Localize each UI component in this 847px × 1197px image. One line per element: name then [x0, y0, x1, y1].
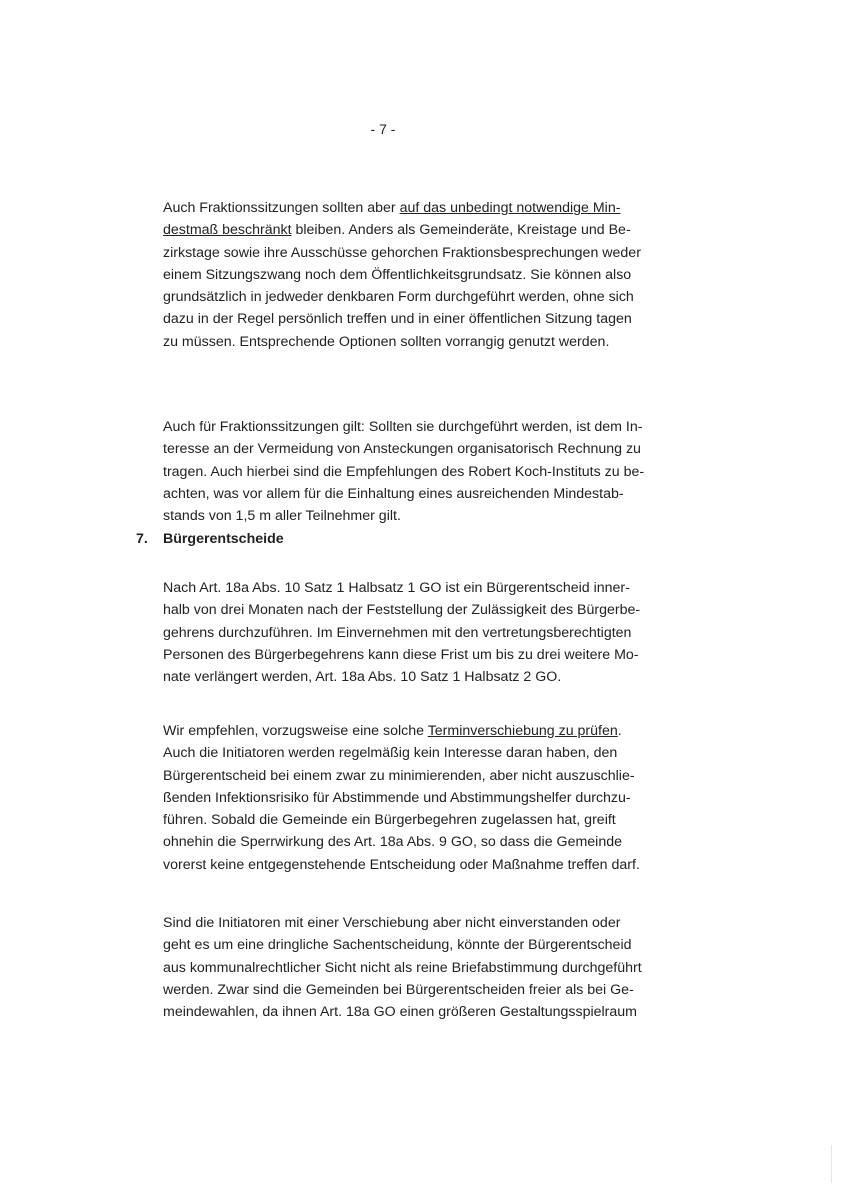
- text-run: nate verlängert werden, Art. 18a Abs. 10 Satz 1 Halbsatz 2 GO.: [163, 669, 562, 686]
- text-line: [163, 831, 643, 853]
- text-line: [163, 286, 643, 308]
- text-line: [163, 979, 643, 1001]
- text-run: Sind die Initiatoren mit einer Verschiebung aber nicht einverstanden oder: [163, 915, 621, 931]
- paragraph-buergerentscheid-frist: [163, 577, 643, 688]
- text-run: achten, was vor allem für die Einhaltung eines ausreichenden Mindestab-: [163, 485, 624, 502]
- paragraph-fraktionssitzungen-2: [163, 416, 643, 527]
- text-run: Bürgerentscheid bei einem zwar zu minimierenden, aber nicht auszuschlie-: [163, 767, 635, 784]
- text-run: Wir empfehlen, vorzugsweise eine solche: [163, 723, 428, 739]
- paragraph-briefabstimmung: [163, 912, 643, 1023]
- page-number: - 7 -: [370, 121, 396, 137]
- text-line: [163, 912, 643, 934]
- text-line: [163, 666, 643, 688]
- text-run: werden. Zwar sind die Gemeinden bei Bürgerentscheiden freier als bei Ge-: [163, 981, 634, 998]
- text-line: [163, 331, 643, 353]
- text-run: Nach Art. 18a Abs. 10 Satz 1 Halbsatz 1 GO ist ein Bürgerentscheid inner-: [163, 580, 630, 596]
- text-run: Auch Fraktionssitzungen sollten aber: [163, 200, 400, 216]
- text-run: halb von drei Monaten nach der Feststellung der Zulässigkeit des Bürgerbe-: [163, 602, 641, 619]
- text-line: [163, 622, 643, 644]
- text-line: [163, 957, 643, 979]
- text-line: [163, 854, 643, 876]
- text-run: Personen des Bürgerbegehrens kann diese Frist um bis zu drei weitere Mo-: [163, 646, 639, 663]
- text-line: [163, 742, 643, 764]
- text-run: stands von 1,5 m aller Teilnehmer gilt.: [163, 508, 401, 525]
- paragraph-terminverschiebung: [163, 720, 643, 876]
- text-line: [163, 577, 643, 599]
- text-run: dazu in der Regel persönlich treffen und in einer öffentlichen Sitzung tagen: [163, 311, 632, 328]
- text-line: [163, 416, 643, 438]
- section-heading: [136, 531, 284, 547]
- text-line: [163, 197, 643, 219]
- text-line: [163, 308, 643, 330]
- text-run: geht es um eine dringliche Sachentscheidung, könnte der Bürgerentscheid: [163, 937, 632, 954]
- text-run: zu müssen. Entsprechende Optionen sollten vorrangig genutzt werden.: [163, 333, 610, 350]
- text-run: ßenden Infektionsrisiko für Abstimmende und Abstimmungshelfer durchzu-: [163, 789, 631, 806]
- text-line: [163, 809, 643, 831]
- text-run: ohnehin die Sperrwirkung des Art. 18a Abs. 9 GO, so dass die Gemeinde: [163, 834, 622, 851]
- section-title: Bürgerentscheide: [163, 531, 284, 547]
- text-run: tragen. Auch hierbei sind die Empfehlungen des Robert Koch-Instituts zu be-: [163, 463, 645, 480]
- underlined-emphasis: Terminverschiebung zu prüfen: [427, 723, 618, 739]
- underlined-emphasis: auf das unbedingt notwendige Min-: [399, 200, 621, 216]
- text-run: vorerst keine entgegenstehende Entscheidung oder Maßnahme treffen darf.: [163, 856, 640, 873]
- text-run: grundsätzlich in jedweder denkbaren Form durchgeführt werden, ohne sich: [163, 289, 634, 306]
- text-line: [163, 787, 643, 809]
- text-run: meindewahlen, da ihnen Art. 18a GO einen größeren Gestaltungsspielraum: [163, 1004, 637, 1021]
- text-run: gehrens durchzuführen. Im Einvernehmen mit den vertretungsberechtigten: [163, 624, 632, 641]
- text-line: [163, 483, 643, 505]
- text-line: [163, 438, 643, 460]
- text-line: [163, 461, 643, 483]
- text-run: teresse an der Vermeidung von Ansteckungen organisatorisch Rechnung zu: [163, 441, 641, 458]
- text-run: bleiben. Anders als Gemeinderäte, Kreistage und Be-: [291, 222, 631, 239]
- text-run: Auch die Initiatoren werden regelmäßig kein Interesse daran haben, den: [163, 745, 618, 762]
- text-line: [163, 1001, 643, 1023]
- underlined-emphasis: destmaß beschränkt: [163, 222, 292, 239]
- text-run: führen. Sobald die Gemeinde ein Bürgerbegehren zugelassen hat, greift: [163, 812, 616, 829]
- text-run: aus kommunalrechtlicher Sicht nicht als reine Briefabstimmung durchgeführt: [163, 959, 642, 976]
- text-line: [163, 242, 643, 264]
- text-line: [163, 505, 643, 527]
- text-run: einem Sitzungszwang noch dem Öffentlichkeitsgrundsatz. Sie können also: [163, 266, 632, 283]
- scan-artifact-line: [831, 1145, 832, 1183]
- text-line: [163, 599, 643, 621]
- paragraph-fraktionssitzungen-1: [163, 197, 643, 353]
- text-line: [163, 765, 643, 787]
- section-number: 7.: [136, 531, 148, 547]
- text-line: [163, 934, 643, 956]
- text-run: .: [617, 723, 622, 739]
- text-run: zirkstage sowie ihre Ausschüsse gehorchen Fraktionsbesprechungen weder: [163, 244, 641, 261]
- text-line: [163, 219, 643, 241]
- text-line: [163, 720, 643, 742]
- text-line: [163, 644, 643, 666]
- text-line: [163, 264, 643, 286]
- text-run: Auch für Fraktionssitzungen gilt: Sollten sie durchgeführt werden, ist dem In-: [163, 419, 643, 435]
